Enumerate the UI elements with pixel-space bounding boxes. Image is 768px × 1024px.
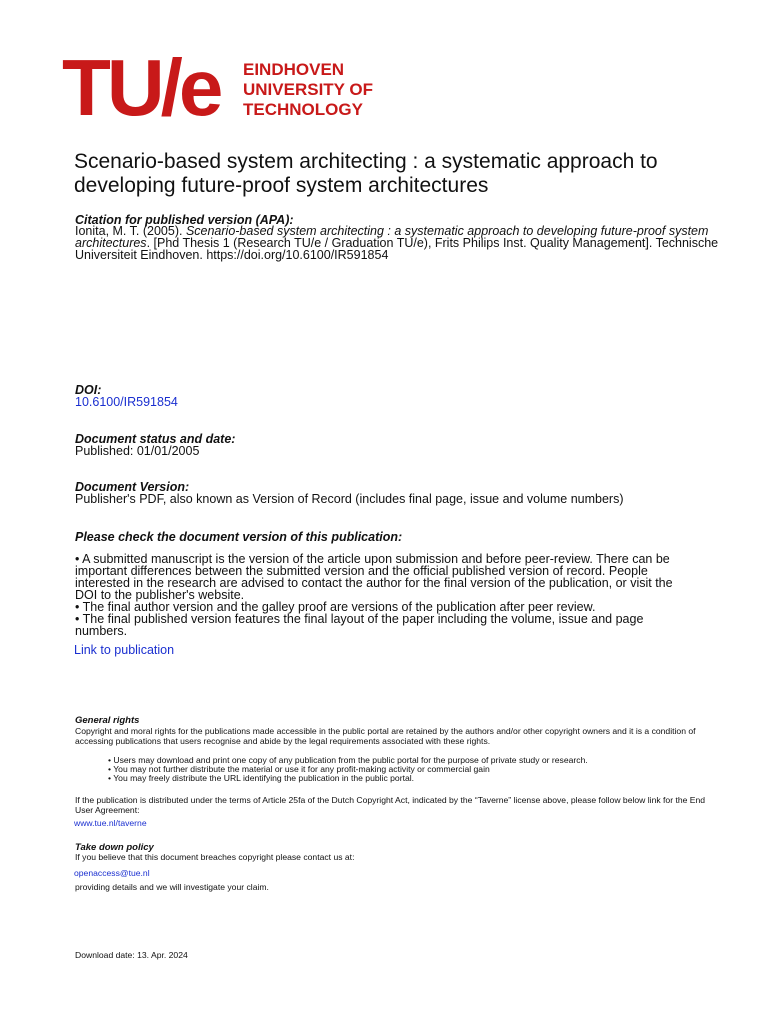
tue-logo-mark: TU/e xyxy=(62,43,220,132)
rights-item: • You may not further distribute the material or use it for any profit-making activity or commercial gain xyxy=(108,764,490,774)
rights-item: • You may freely distribute the URL identifying the publication in the public portal. xyxy=(108,773,415,783)
university-name-line: UNIVERSITY OF xyxy=(243,80,374,99)
citation-details: . [Phd Thesis 1 (Research TU/e / Graduation TU/e), Frits Philips Inst. Quality Management]. Technische Universiteit Eindhoven. https://doi.org/10.6100/IR591854 xyxy=(75,236,719,262)
takedown-text: If you believe that this document breaches copyright please contact us at: xyxy=(75,852,355,862)
download-date: Download date: 13. Apr. 2024 xyxy=(75,950,188,960)
university-name xyxy=(243,60,373,120)
citation-text xyxy=(75,225,725,261)
status-value: Published: 01/01/2005 xyxy=(75,444,200,458)
check-point: • The final published version features the final layout of the paper including the volume, issue and page numbers. xyxy=(75,612,644,638)
rights-item: • Users may download and print one copy of any publication from the public portal for the purpose of private study or research. xyxy=(108,755,588,765)
check-point: • A submitted manuscript is the version of the article upon submission and before peer-review. There can be important differences between the submitted version and the official published version of record. People interested in the research are advised to contact the author for the final version of the publication, or visit the DOI to the publisher's website. xyxy=(75,552,673,602)
general-rights-text: Copyright and moral rights for the publications made accessible in the public portal are retained by the authors and/or other copyright owners and it is a condition of accessing publications that users recognise and abide by the legal requirements associated with these rights. xyxy=(75,726,696,746)
doi-link[interactable]: 10.6100/IR591854 xyxy=(75,395,178,409)
taverne-text: If the publication is distributed under the terms of Article 25fa of the Dutch Copyright Act, indicated by the “Taverne” license above, please follow below link for the End User Agreement: xyxy=(75,795,706,815)
version-label: Document Version: xyxy=(75,480,190,494)
citation-work-title: Scenario-based system architecting : a systematic approach to developing future-proof system architectures xyxy=(75,224,709,250)
link-to-publication[interactable]: Link to publication xyxy=(74,643,175,657)
version-value: Publisher's PDF, also known as Version of Record (includes final page, issue and volume numbers) xyxy=(75,492,624,506)
university-name-line: TECHNOLOGY xyxy=(243,100,363,119)
status-label: Document status and date: xyxy=(75,432,236,446)
check-label: Please check the document version of this publication: xyxy=(75,530,403,544)
check-points xyxy=(75,553,695,637)
check-point: • The final author version and the galley proof are versions of the publication after peer review. xyxy=(75,600,596,614)
contact-email-link[interactable]: openaccess@tue.nl xyxy=(74,868,150,878)
doi-label: DOI: xyxy=(75,383,102,397)
university-name-line: EINDHOVEN xyxy=(243,60,345,79)
takedown-after: providing details and we will investigate your claim. xyxy=(75,882,269,892)
citation-label: Citation for published version (APA): xyxy=(75,213,294,227)
takedown-label: Take down policy xyxy=(75,842,154,853)
general-rights-label: General rights xyxy=(75,715,140,726)
document-title: Scenario-based system architecting : a systematic approach to developing future-proof system architectures xyxy=(74,150,658,197)
citation-authors: Ionita, M. T. (2005). xyxy=(75,224,186,238)
rights-list xyxy=(108,756,588,783)
taverne-link[interactable]: www.tue.nl/taverne xyxy=(74,818,147,828)
